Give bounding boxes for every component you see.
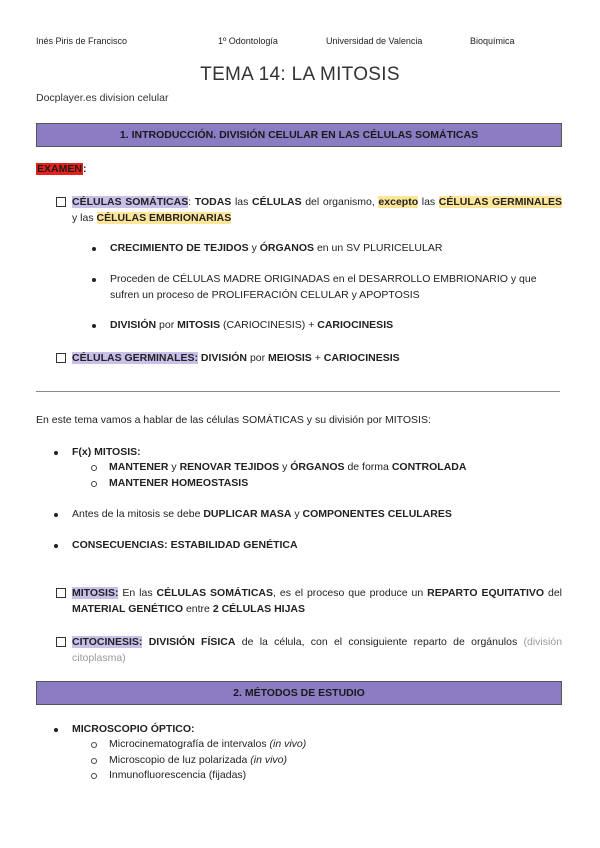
checkbox-icon [56,197,66,207]
text-reparto-equitativo: REPARTO EQUITATIVO [427,587,545,599]
text-plus: + [314,352,321,364]
circle-bullet-icon [91,465,97,471]
text-renovar-tejidos: RENOVAR TEJIDOS [179,461,280,473]
fx-mitosis-bullet [72,445,552,461]
method-sub-bullet-1 [109,737,559,753]
text-proceso: , es el proceso que produce un [273,587,424,599]
exam-label: EXAMEN: [37,163,87,175]
checkbox-icon [56,588,66,598]
text-por: por [159,319,175,331]
text-excepto: excepto [378,196,419,208]
somatic-bullet-1 [110,241,560,257]
text-crecimiento: CRECIMIENTO DE TEJIDOS [110,242,249,254]
method-sub-bullet-3 [109,768,559,784]
text-inmunofluorescencia: Inmunofluorescencia (fijadas) [109,769,247,781]
text-luz-polarizada: Microscopio de luz polarizada [109,754,248,766]
germinal-term: CÉLULAS GERMINALES: [72,352,198,364]
header-author: Inés Piris de Francisco [36,36,128,46]
text-organismo: del organismo, [305,196,375,208]
text-consecuencias: CONSECUENCIAS: ESTABILIDAD GENÉTICA [72,539,298,551]
circle-bullet-icon [91,742,97,748]
section-heading-metodos: 2. MÉTODOS DE ESTUDIO [36,681,562,705]
text-del: del [547,587,562,599]
exam-label-text: EXAMEN [37,163,82,175]
header-course: 1º Odontología [218,36,278,46]
citocinesis-definition-item [56,634,562,666]
microscope-bullet [72,722,552,738]
bullet-icon [92,278,96,282]
text-y: y [171,461,177,473]
text-mantener: MANTENER [109,461,169,473]
checkbox-icon [56,353,66,363]
mitosis-term: MITOSIS: [72,587,119,599]
text-in-vivo: (in vivo) [269,738,307,750]
mitosis-definition-item [56,585,562,617]
somatic-bullet-2 [110,272,562,303]
bullet-icon [54,451,58,455]
method-sub-bullet-2 [109,753,559,769]
text-y: y [251,242,257,254]
text-celulas-hijas: 2 CÉLULAS HIJAS [212,603,305,615]
text-reparto-organulos: de la célula, con el consiguiente reparto de orgánulos [241,636,518,648]
text-celulas: CÉLULAS [252,196,302,208]
fx-title: F(x) MITOSIS: [72,446,141,458]
consequences-bullet [72,538,552,554]
text-duplicar-masa: DUPLICAR MASA [203,508,292,520]
somatic-bullet-3 [110,318,560,334]
bullet-icon [54,544,58,548]
text-meiosis: MEIOSIS [268,352,312,364]
checkbox-icon [56,637,66,647]
text-todas: TODAS [194,196,232,208]
text-por: por [249,352,266,364]
text-en-las: En las [122,587,153,599]
text-cariocinesis-paren: (CARIOCINESIS) + [223,319,315,331]
header-subject: Bioquímica [470,36,515,46]
circle-bullet-icon [91,758,97,764]
text-division: DIVISIÓN [110,319,157,331]
text-in-vivo: (in vivo) [250,754,288,766]
text-las: las [234,196,249,208]
somatic-term: CÉLULAS SOMÁTICAS [72,196,189,208]
page-title: TEMA 14: LA MITOSIS [200,64,400,85]
text-antes: Antes de la mitosis se debe [72,508,201,520]
text-componentes: COMPONENTES CELULARES [302,508,452,520]
text-mitosis: MITOSIS [177,319,221,331]
source-note: Docplayer.es division celular [36,92,169,104]
bullet-icon [92,247,96,251]
citocinesis-term: CITOCINESIS: [72,636,143,648]
text-cariocinesis: CARIOCINESIS [317,319,394,331]
intro-paragraph: En este tema vamos a hablar de las células SOMÁTICAS y su división por MITOSIS: [36,414,431,426]
text-material-genetico: MATERIAL GENÉTICO [72,603,184,615]
text-controlada: CONTROLADA [391,461,467,473]
circle-bullet-icon [91,481,97,487]
text-pluricelular: en un SV PLURICELULAR [316,242,443,254]
bullet-icon [92,324,96,328]
somatic-cells-item: CÉLULAS SOMÁTICAS: TODAS las CÉLULAS del organismo, excepto las CÉLULAS GERMINALES y las CÉLULAS EMBRIONARIAS [56,194,562,226]
text-microscopio-optico: MICROSCOPIO ÓPTICO: [72,723,195,735]
text-division: DIVISIÓN [200,352,248,364]
text-y-2: y [282,461,288,473]
fx-sub-bullet-1 [109,460,559,476]
fx-sub-bullet-2 [109,476,559,492]
before-mitosis-bullet [72,507,552,523]
text-celulas-somaticas: CÉLULAS SOMÁTICAS [156,587,274,599]
germinal-cells-item [56,350,562,366]
text-division-citoplasma: (división citoplasma) [72,636,563,664]
text-cariocinesis: CARIOCINESIS [323,352,400,364]
text-organos: ÓRGANOS [290,461,345,473]
circle-bullet-icon [91,773,97,779]
header-university: Universidad de Valencia [326,36,423,46]
bullet-icon [54,728,58,732]
text-microcinematografia: Microcinematografía de intervalos [109,738,267,750]
text-y: y [294,508,300,520]
text-proceden: Proceden de CÉLULAS MADRE ORIGINADAS en el DESARROLLO EMBRIONARIO y que sufren un proceso de PROLIFERACIÓN CELULAR y APOPTOSIS [110,273,537,301]
bullet-icon [54,513,58,517]
section-heading-introduccion: 1. INTRODUCCIÓN. DIVISIÓN CELULAR EN LAS CÉLULAS SOMÁTICAS [36,123,562,147]
text-organos: ÓRGANOS [259,242,315,254]
text-celulas-germinales: CÉLULAS GERMINALES [438,196,563,208]
text-division-fisica: DIVISIÓN FÍSICA [148,636,236,648]
text-celulas-embrionarias: CÉLULAS EMBRIONARIAS [96,212,232,224]
text-y-las: y las [72,212,94,224]
text-de-forma: de forma [347,461,389,473]
text-mantener-homeostasis: MANTENER HOMEOSTASIS [109,477,249,489]
text-las-2: las [421,196,436,208]
text-entre: entre [185,603,210,615]
divider [36,391,560,392]
